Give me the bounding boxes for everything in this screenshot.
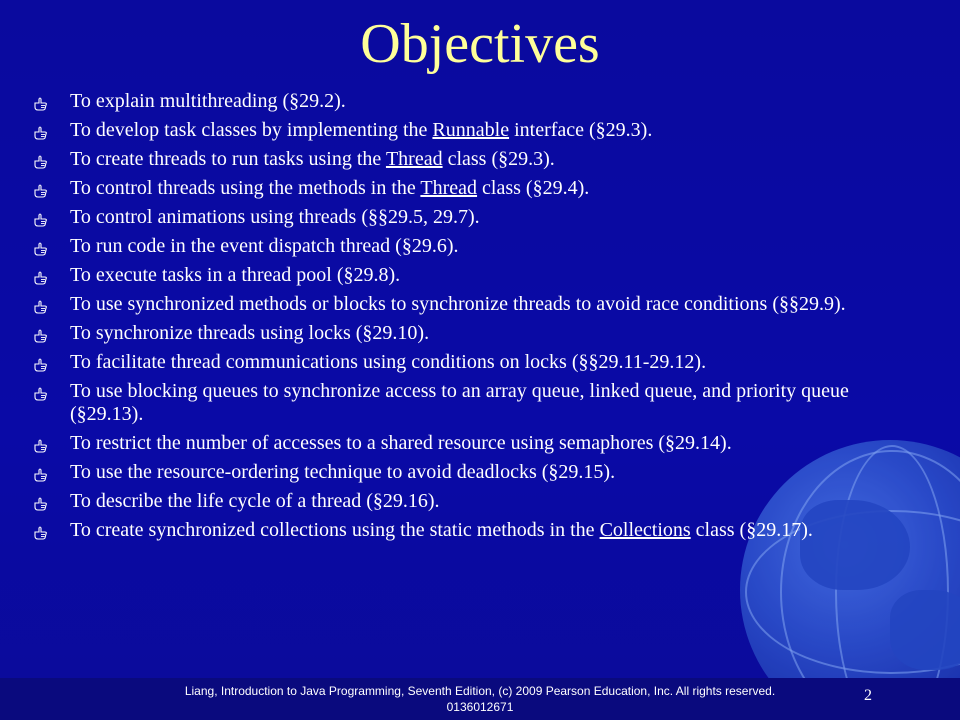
objective-item <box>34 264 914 287</box>
objective-text: To use synchronized methods or blocks to synchronize threads to avoid race conditions (§§29.9). <box>70 293 846 315</box>
objective-text: To run code in the event dispatch thread (§29.6). <box>70 235 459 257</box>
pointing-hand-icon <box>34 297 47 311</box>
pointing-hand-icon <box>34 326 47 340</box>
objective-text: To control threads using the methods in the <box>70 177 421 199</box>
objective-text: To create synchronized collections using the static methods in the <box>70 519 600 541</box>
objective-text: class (§29.4). <box>477 177 590 199</box>
objective-item <box>34 322 914 345</box>
page-number: 2 <box>864 687 872 704</box>
pointing-hand-icon <box>34 239 47 253</box>
objective-text: To describe the life cycle of a thread (§29.16). <box>70 490 440 512</box>
objective-text: To use the resource-ordering technique to avoid deadlocks (§29.15). <box>70 461 616 483</box>
objective-item <box>34 148 914 171</box>
objective-text: To control animations using threads (§§29.5, 29.7). <box>70 206 480 228</box>
objective-item <box>34 293 914 316</box>
pointing-hand-icon <box>34 355 47 369</box>
objective-item <box>34 432 914 455</box>
slide-title: Objectives <box>360 13 600 75</box>
objective-item <box>34 235 914 258</box>
class-name-link: Runnable <box>432 119 510 141</box>
objective-item <box>34 351 914 374</box>
objectives-list <box>34 90 914 548</box>
pointing-hand-icon <box>34 123 47 137</box>
objective-item <box>34 461 914 484</box>
class-name-link: Thread <box>420 177 478 199</box>
objective-text: To restrict the number of accesses to a shared resource using semaphores (§29.14). <box>70 432 732 454</box>
objective-text: To develop task classes by implementing the <box>70 119 433 141</box>
globe-landmass <box>890 590 960 670</box>
objective-item <box>34 177 914 200</box>
objective-item <box>34 206 914 229</box>
objective-text: interface (§29.3). <box>509 119 653 141</box>
pointing-hand-icon <box>34 523 47 537</box>
pointing-hand-icon <box>34 94 47 108</box>
class-name-link: Collections <box>599 519 691 541</box>
objective-item <box>34 119 914 142</box>
objective-item <box>34 519 914 542</box>
objective-text: To facilitate thread communications using conditions on locks (§§29.11-29.12). <box>70 351 707 373</box>
pointing-hand-icon <box>34 384 47 398</box>
pointing-hand-icon <box>34 152 47 166</box>
objective-text: class (§29.3). <box>442 148 555 170</box>
objective-item <box>34 380 914 426</box>
objective-text: class (§29.17). <box>690 519 813 541</box>
objective-item <box>34 90 914 113</box>
objective-text: To synchronize threads using locks (§29.10). <box>70 322 430 344</box>
pointing-hand-icon <box>34 436 47 450</box>
objective-text: To create threads to run tasks using the <box>70 148 386 170</box>
pointing-hand-icon <box>34 494 47 508</box>
objective-item <box>34 490 914 513</box>
class-name-link: Thread <box>385 148 443 170</box>
objective-text: To explain multithreading (§29.2). <box>70 90 346 112</box>
footer-text: Liang, Introduction to Java Programming, Seventh Edition, (c) 2009 Pearson Education, Inc. All rights reserved. 0136012671 <box>184 684 776 714</box>
objective-text: To use blocking queues to synchronize access to an array queue, linked queue, and priority queue (§29.13). <box>70 380 849 425</box>
pointing-hand-icon <box>34 181 47 195</box>
pointing-hand-icon <box>34 465 47 479</box>
objective-text: To execute tasks in a thread pool (§29.8). <box>70 264 401 286</box>
pointing-hand-icon <box>34 210 47 224</box>
pointing-hand-icon <box>34 268 47 282</box>
